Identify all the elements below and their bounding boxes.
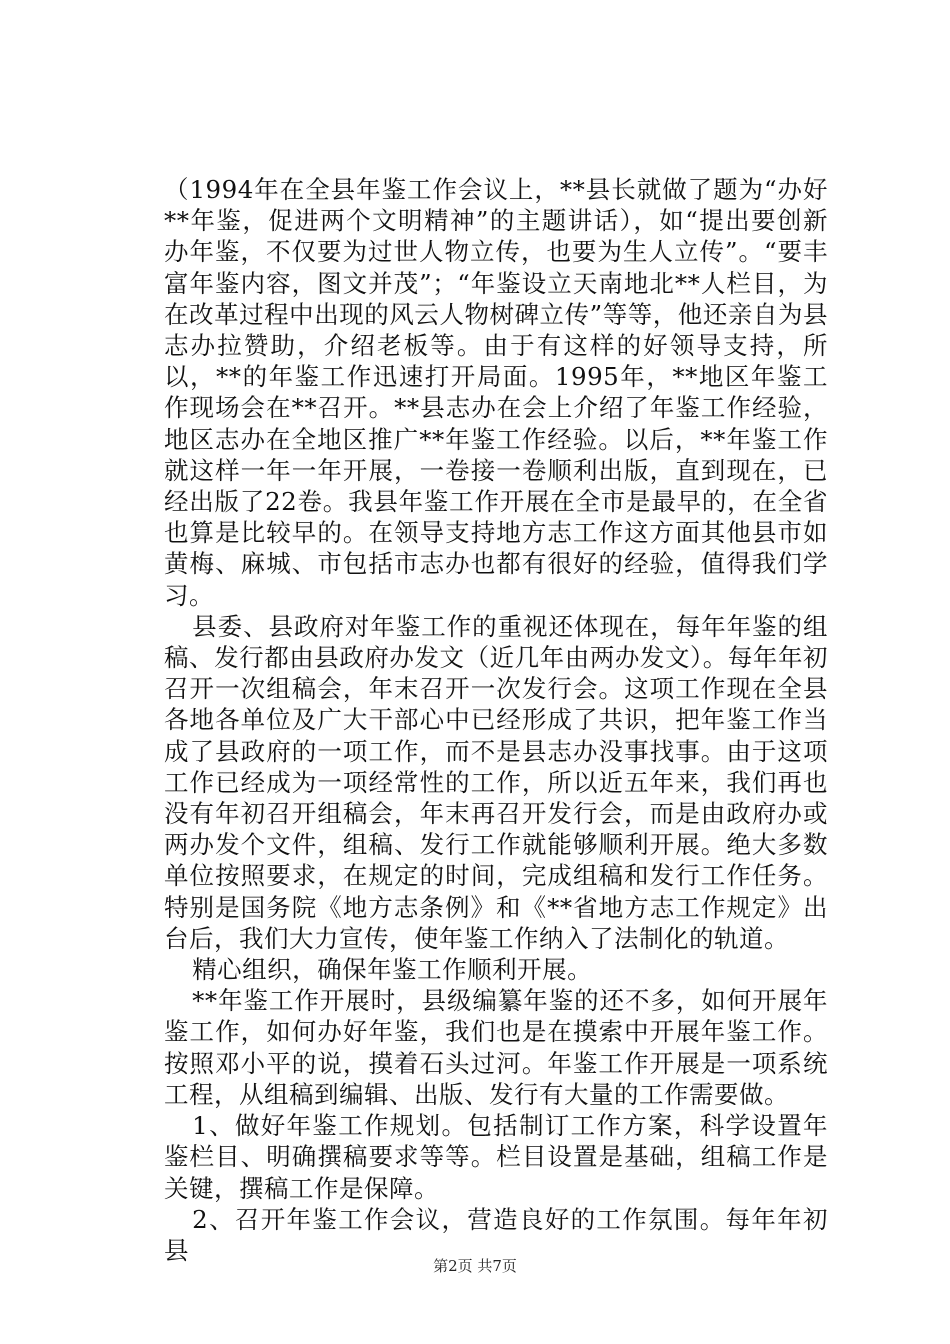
paragraph-4: **年鉴工作开展时，县级编纂年鉴的还不多，如何开展年鉴工作，如何办好年鉴，我们也是在摸索中开展年鉴工作。按照邓小平的说，摸着石头过河。年鉴工作开展是一项系统工程，从组稿到编辑、出版、发行有大量的工作需要做。 [164, 986, 828, 1109]
document-body [164, 174, 828, 1266]
paragraph-5: 1、做好年鉴工作规划。包括制订工作方案，科学设置年鉴栏目、明确撰稿要求等等。栏目设置是基础，组稿工作是关键，撰稿工作是保障。 [164, 1111, 828, 1203]
paragraph-2: 县委、县政府对年鉴工作的重视还体现在，每年年鉴的组稿、发行都由县政府办发文（近几年由两办发文）。每年年初召开一次组稿会，年末召开一次发行会。这项工作现在全县各地各单位及广大干部心中已经形成了共识，把年鉴工作当成了县政府的一项工作，而不是县志办没事找事。由于这项工作已经成为一项经常性的工作，所以近五年来，我们再也没有年初召开组稿会，年末再召开发行会，而是由政府办或两办发个文件，组稿、发行工作就能够顺利开展。绝大多数单位按照要求，在规定的时间，完成组稿和发行工作任务。特别是国务院《地方志条例》和《**省地方志工作规定》出台后，我们大力宣传，使年鉴工作纳入了法制化的轨道。 [164, 611, 828, 953]
paragraph-1: （1994年在全县年鉴工作会议上，**县长就做了题为“办好**年鉴，促进两个文明精神”的主题讲话），如“提出要创新办年鉴，不仅要为过世人物立传，也要为生人立传”。“要丰富年鉴内容，图文并茂”；“年鉴设立天南地北**人栏目，为在改革过程中出现的风云人物树碑立传”等等，他还亲自为县志办拉赞助，介绍老板等。由于有这样的好领导支持，所以，**的年鉴工作迅速打开局面。1995年，**地区年鉴工作现场会在**召开。**县志办在会上介绍了年鉴工作经验，地区志办在全地区推广**年鉴工作经验。以后，**年鉴工作就这样一年一年开展，一卷接一卷顺利出版，直到现在，已经出版了22卷。我县年鉴工作开展在全市是最早的，在全省也算是比较早的。在领导支持地方志工作这方面其他县市如黄梅、麻城、市包括市志办也都有很好的经验，值得我们学习。 [164, 175, 828, 610]
paragraph-3: 精心组织，确保年鉴工作顺利开展。 [192, 955, 593, 985]
page-footer: 第2页 共7页 [433, 1257, 517, 1275]
paragraph-6: 2、召开年鉴工作会议，营造良好的工作氛围。每年年初县 [164, 1204, 828, 1265]
